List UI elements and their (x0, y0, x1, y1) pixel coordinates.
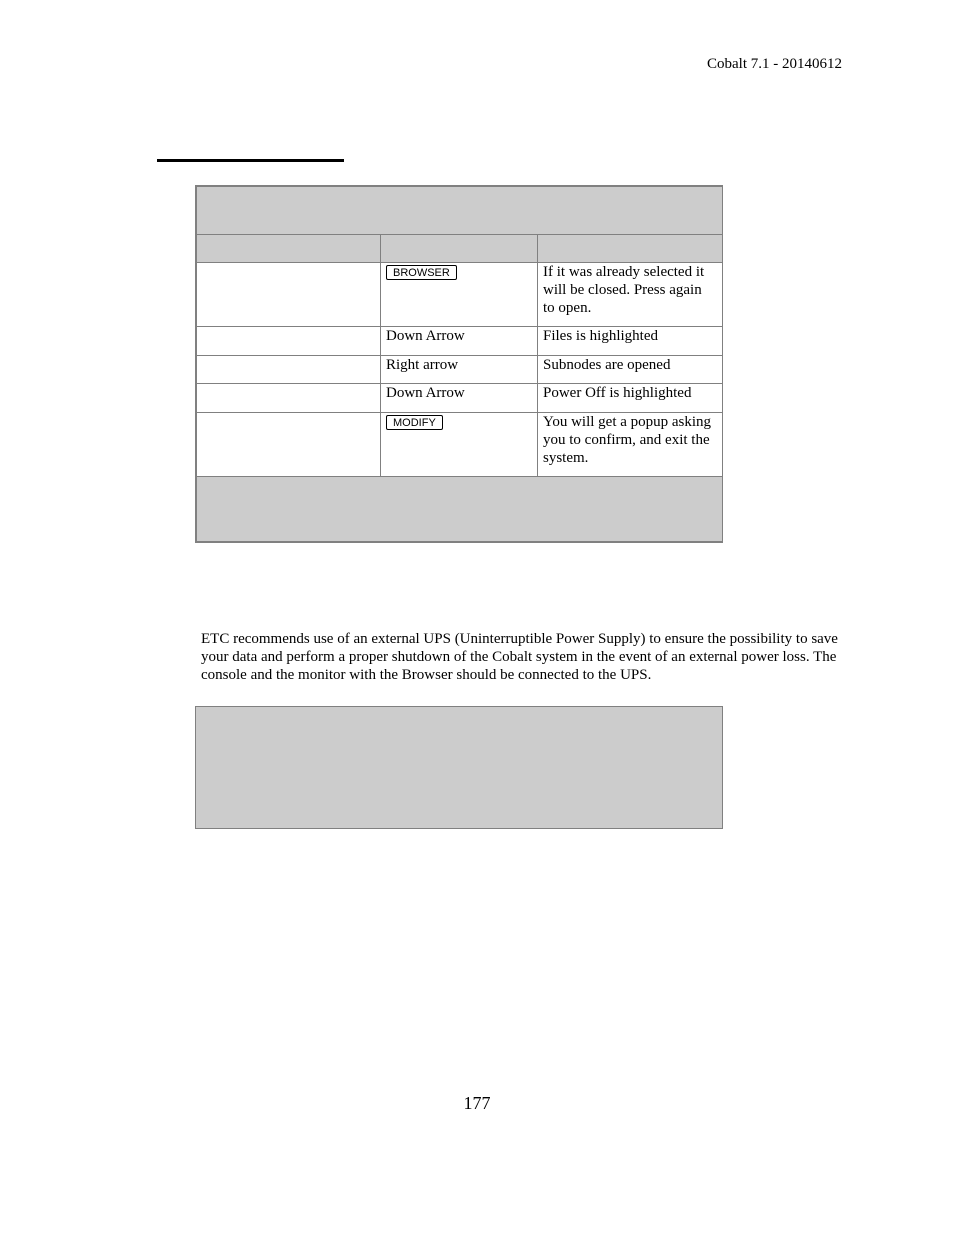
column-header-result (538, 235, 723, 263)
table-caption-cell (197, 187, 723, 235)
section-title-rule (157, 159, 344, 162)
modify-key: MODIFY (386, 415, 443, 430)
key-cell: Down Arrow (381, 384, 538, 413)
result-cell: You will get a popup asking you to confirm, and exit the system. (538, 413, 723, 477)
browser-key: BROWSER (386, 265, 457, 280)
ups-recommendation-paragraph: ETC recommends use of an external UPS (Uninterruptible Power Supply) to ensure the possibility to save your data and perform a proper shutdown of the Cobalt system in the event of an external power loss. The console and the monitor with the Browser should be connected to the UPS. (201, 631, 838, 683)
page-number: 177 (463, 1093, 491, 1113)
table-row (197, 263, 723, 327)
table-row (197, 327, 723, 356)
result-cell: Subnodes are opened (538, 356, 723, 384)
action-cell (197, 356, 381, 384)
document-version-header: Cobalt 7.1 - 20140612 (707, 56, 842, 72)
table-row (197, 356, 723, 384)
column-header-key (381, 235, 538, 263)
action-cell (197, 384, 381, 413)
action-cell (197, 263, 381, 327)
table-row (197, 413, 723, 477)
key-cell: Down Arrow (381, 327, 538, 356)
key-cell (381, 263, 538, 327)
key-cell (381, 413, 538, 477)
note-box (195, 706, 723, 829)
key-cell: Right arrow (381, 356, 538, 384)
column-header-action (197, 235, 381, 263)
result-cell: Files is highlighted (538, 327, 723, 356)
result-cell: If it was already selected it will be closed. Press again to open. (538, 263, 723, 327)
table-footer-cell (197, 477, 723, 542)
action-cell (197, 413, 381, 477)
action-cell (197, 327, 381, 356)
result-cell: Power Off is highlighted (538, 384, 723, 413)
shutdown-steps-table (195, 185, 723, 543)
table-row (197, 384, 723, 413)
